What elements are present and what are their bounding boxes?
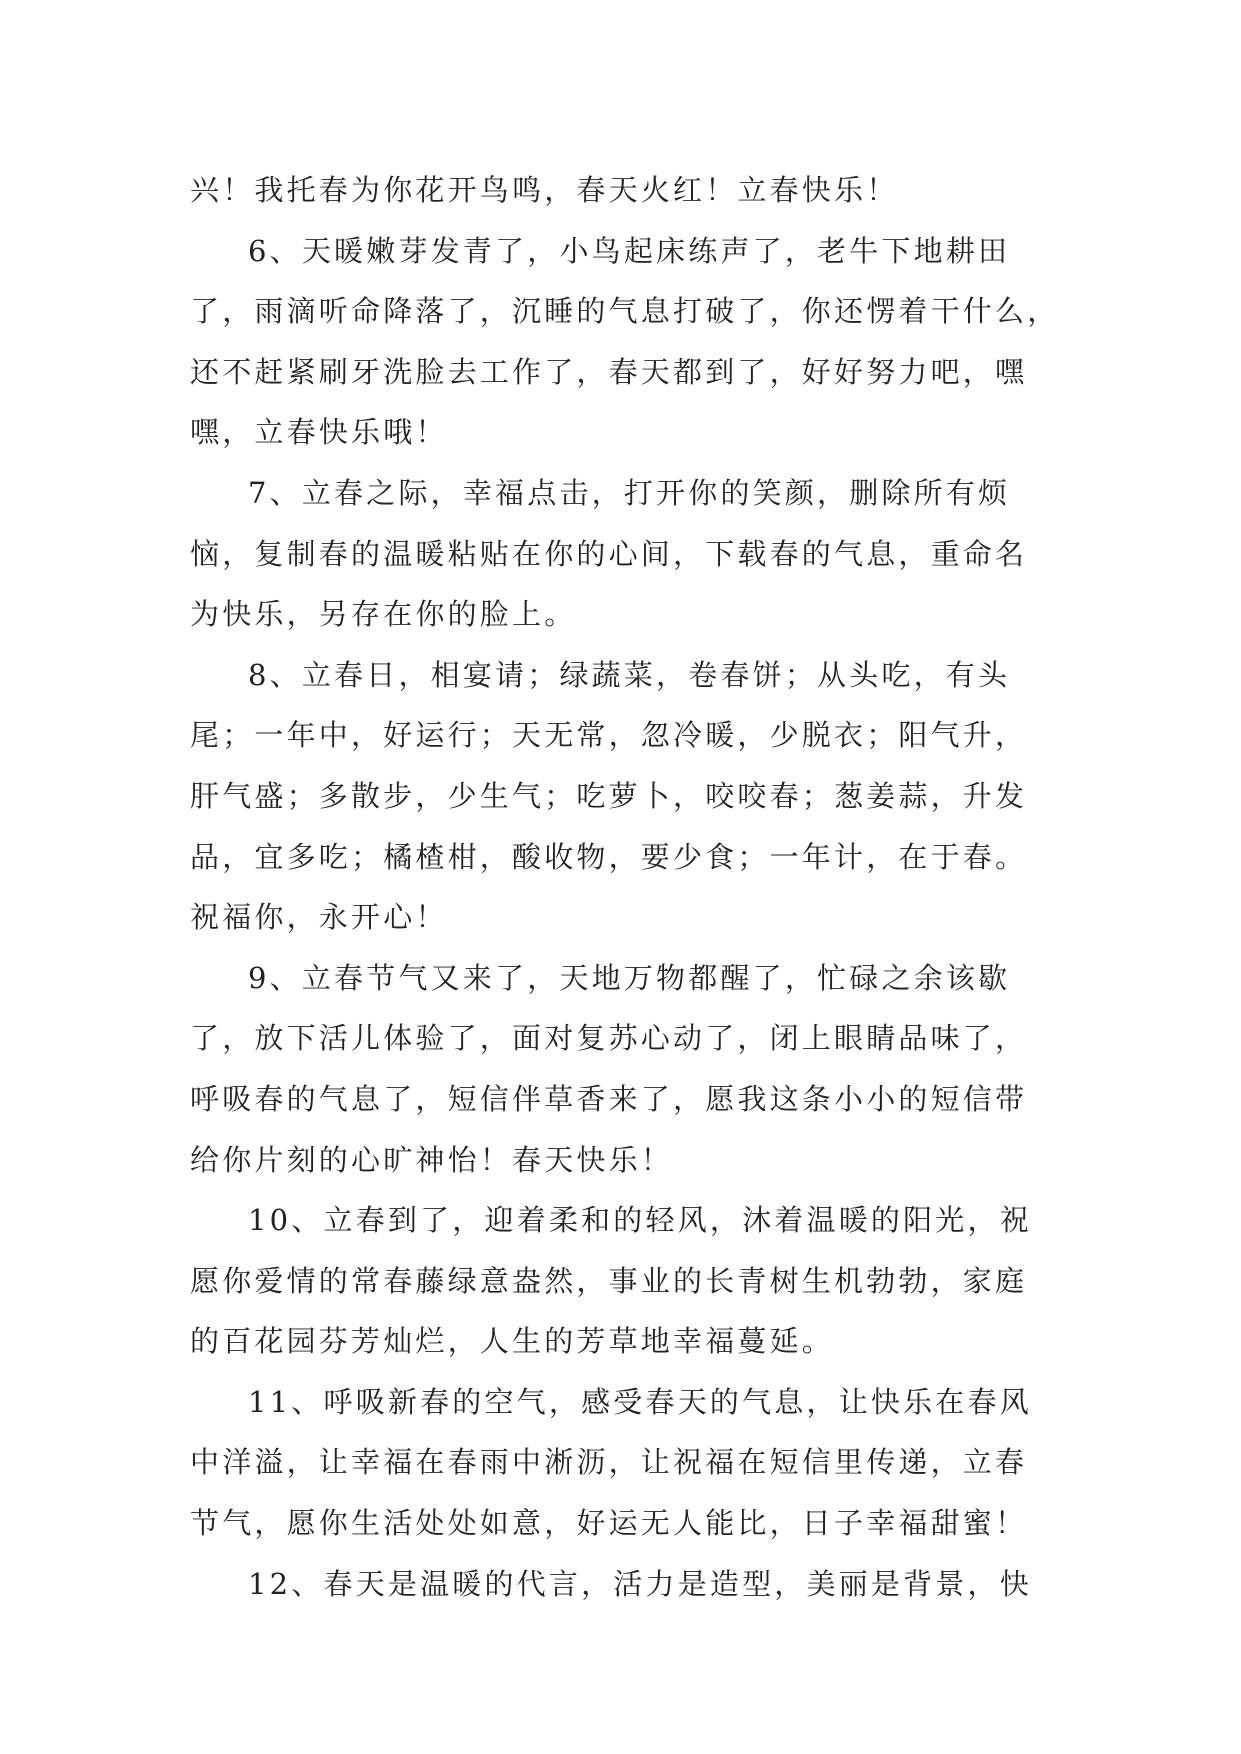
text-line: 了，雨滴听命降落了，沉睡的气息打破了，你还愣着干什么， — [190, 294, 1060, 329]
text-line: 了，放下活儿体验了，面对复苏心动了，闭上眼睛品味了， — [190, 1021, 1028, 1056]
text-line: 恼，复制春的温暖粘贴在你的心间，下载春的气息，重命名 — [190, 536, 1028, 571]
text-line: 呼吸春的气息了，短信伴草香来了，愿我这条小小的短信带 — [190, 1081, 1028, 1116]
text-line: 为快乐，另存在你的脸上。 — [190, 597, 577, 632]
text-line: 9、立春节气又来了，天地万物都醒了，忙碌之余该歇 — [248, 960, 1011, 995]
text-line: 8、立春日，相宴请；绿蔬菜，卷春饼；从头吃，有头 — [248, 657, 1011, 692]
text-line: 尾；一年中，好运行；天无常，忽冷暖，少脱衣；阳气升， — [190, 718, 1028, 753]
text-line: 肝气盛；多散步，少生气；吃萝卜，咬咬春；葱姜蒜，升发 — [190, 778, 1028, 813]
text-line: 祝福你，永开心！ — [190, 900, 448, 935]
text-line: 11、呼吸新春的空气，感受春天的气息，让快乐在春风 — [248, 1384, 1032, 1419]
text-line: 6、天暖嫩芽发青了，小鸟起床练声了，老牛下地耕田 — [248, 233, 1011, 268]
text-line: 中洋溢，让幸福在春雨中淅沥，让祝福在短信里传递，立春 — [190, 1445, 1028, 1480]
text-line: 还不赶紧刷牙洗脸去工作了，春天都到了，好好努力吧，嘿 — [190, 354, 1028, 389]
text-line: 嘿，立春快乐哦！ — [190, 415, 448, 450]
text-line: 的百花园芬芳灿烂，人生的芳草地幸福蔓延。 — [190, 1324, 835, 1359]
text-line: 12、春天是温暖的代言，活力是造型，美丽是背景，快 — [248, 1566, 1032, 1601]
text-line: 兴！我托春为你花开鸟鸣，春天火红！立春快乐！ — [190, 173, 899, 207]
text-line: 品，宜多吃；橘楂柑，酸收物，要少食；一年计，在于春。 — [190, 839, 1028, 874]
text-line: 愿你爱情的常春藤绿意盎然，事业的长青树生机勃勃，家庭 — [190, 1263, 1028, 1298]
document-body-text — [190, 160, 1070, 1614]
text-line: 节气，愿你生活处处如意，好运无人能比，日子幸福甜蜜！ — [190, 1506, 1028, 1541]
text-line: 给你片刻的心旷神怡！春天快乐！ — [190, 1142, 674, 1177]
text-line: 10、立春到了，迎着柔和的轻风，沐着温暖的阳光，祝 — [248, 1203, 1032, 1238]
text-line: 7、立春之际，幸福点击，打开你的笑颜，删除所有烦 — [248, 475, 1011, 510]
